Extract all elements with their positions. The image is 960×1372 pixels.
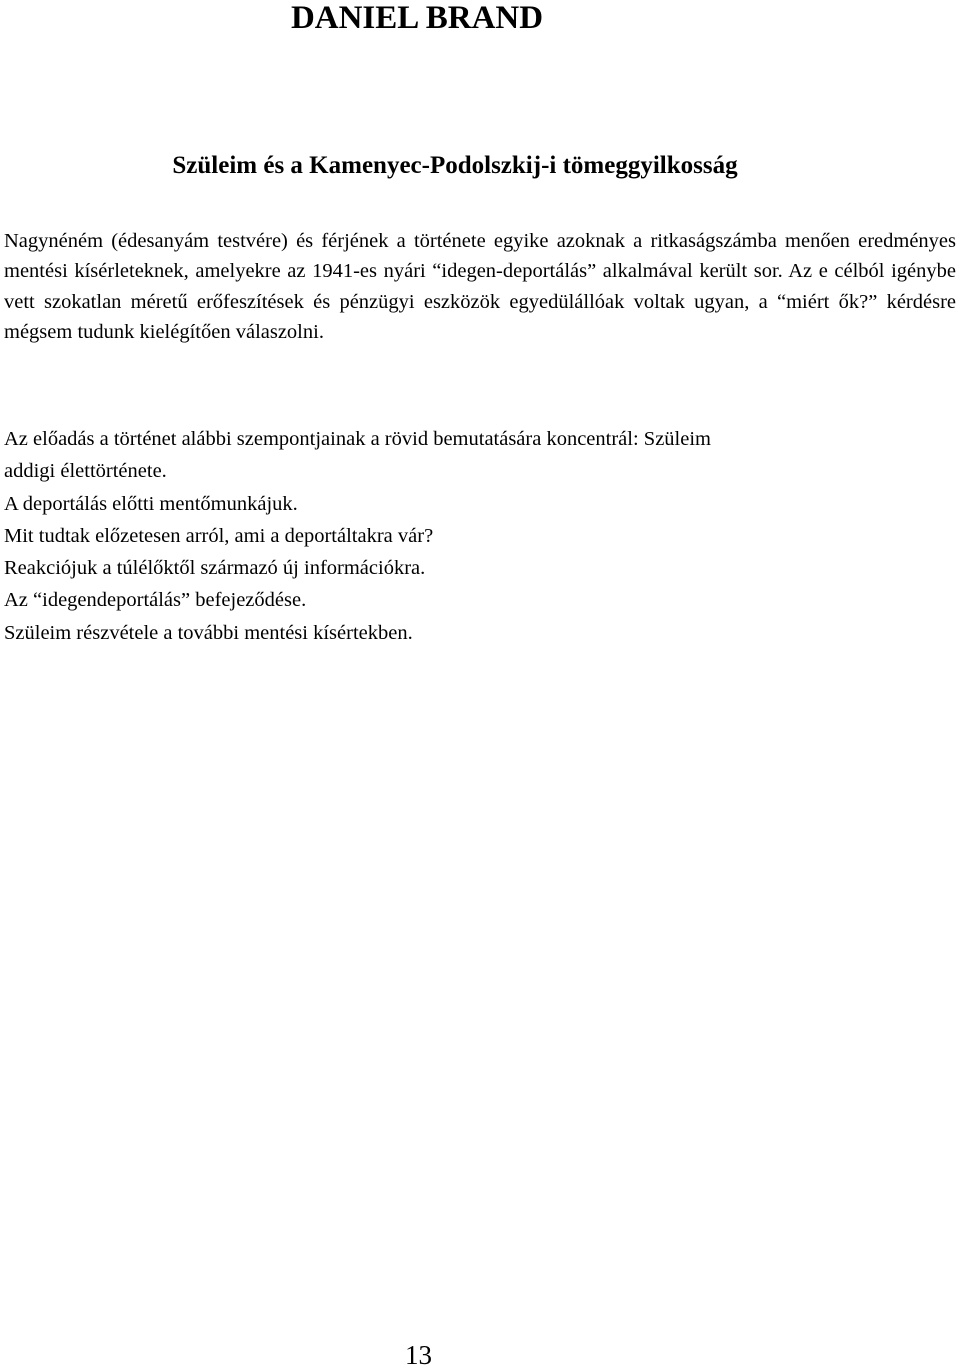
page-number: 13 [405, 1340, 432, 1370]
outline-point: A deportálás előtti mentőmunkájuk. [4, 492, 298, 515]
outline-section [4, 423, 956, 649]
paper-title: Szüleim és a Kamenyec-Podolszkij-i tömeggyilkosság [172, 152, 738, 179]
outline-point: Az “idegendeportálás” befejeződése. [4, 589, 307, 612]
outline-point: Mit tudtak előzetesen arról, ami a deportáltakra vár? [4, 524, 434, 547]
outline-intro-line-1: Az előadás a történet alábbi szempontjainak a rövid bemutatására koncentrál: Szüleim [4, 428, 711, 450]
outline-point: Szüleim részvétele a további mentési kísértekben. [4, 621, 413, 644]
author-name: DANIEL BRAND [290, 0, 544, 36]
intro-paragraph: Nagynéném (édesanyám testvére) és férjének a története egyike azoknak a ritkaságszámba menően eredményes mentési kísérleteknek, amelyekre az 1941-es nyári “idegen-deportálás” alkalmával került sor. Az e célból igénybe vett szokatlan méretű erőfeszítések és pénzügyi eszközök egyedülállóak voltak ugyan, a “miért ők?” kérdésre mégsem tudunk kielégítően válaszolni. [4, 230, 956, 343]
outline-intro-line-2: addigi élettörténete. [4, 460, 167, 483]
outline-point: Reakciójuk a túlélőktől származó új információkra. [4, 557, 426, 580]
